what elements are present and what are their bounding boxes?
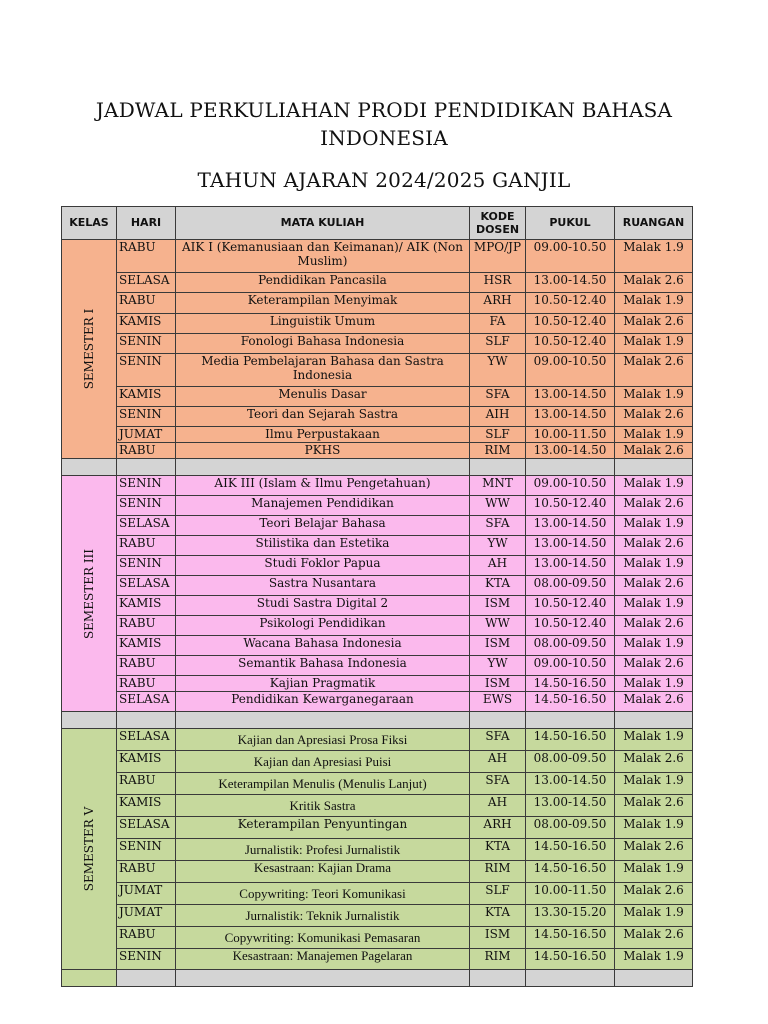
pukul-cell: 09.00-10.50 [526,656,615,676]
hari-cell: SENIN [117,839,176,861]
kode-dosen-cell: AH [470,751,526,773]
kode-dosen-cell: HSR [470,273,526,293]
header-hari: HARI [117,207,176,240]
kode-dosen-cell: KTA [470,576,526,596]
hari-cell: RABU [117,443,176,459]
ruangan-cell: Malak 2.6 [615,839,693,861]
hari-cell: KAMIS [117,387,176,407]
hari-cell: KAMIS [117,314,176,334]
pukul-cell: 10.50-12.40 [526,334,615,354]
table-row [62,407,693,427]
table-row [62,729,693,751]
pukul-cell: 08.00-09.50 [526,751,615,773]
semester-1-label: SEMESTER I [82,308,96,390]
mata-kuliah-cell: PKHS [176,443,470,459]
ruangan-cell: Malak 1.9 [615,773,693,795]
mata-kuliah-cell: Pendidikan Pancasila [176,273,470,293]
document-title-line-1: JADWAL PERKULIAHAN PRODI PENDIDIKAN BAHASA [95,98,673,122]
table-row [62,427,693,443]
kode-dosen-cell: EWS [470,692,526,712]
table-row [62,536,693,556]
table-row [62,861,693,883]
ruangan-cell: Malak 1.9 [615,516,693,536]
pukul-cell: 10.50-12.40 [526,314,615,334]
mata-kuliah-cell: AIK III (Islam & Ilmu Pengetahuan) [176,476,470,496]
ruangan-cell: Malak 1.9 [615,861,693,883]
mata-kuliah-cell: Keterampilan Menulis (Menulis Lanjut) [176,773,470,795]
kode-dosen-cell: SLF [470,334,526,354]
mata-kuliah-cell: Wacana Bahasa Indonesia [176,636,470,656]
table-row [62,596,693,616]
pukul-cell: 13.30-15.20 [526,905,615,927]
mata-kuliah-cell: Teori Belajar Bahasa [176,516,470,536]
mata-kuliah-cell: Fonologi Bahasa Indonesia [176,334,470,354]
table-row [62,273,693,293]
hari-cell: JUMAT [117,905,176,927]
pukul-cell: 13.00-14.50 [526,407,615,427]
kode-dosen-cell: ISM [470,676,526,692]
pukul-cell: 10.50-12.40 [526,596,615,616]
ruangan-cell: Malak 1.9 [615,949,693,970]
semester-3-label-cell [62,476,117,712]
document-subtitle: TAHUN AJARAN 2024/2025 GANJIL [197,168,571,192]
hari-cell: SENIN [117,949,176,970]
kode-dosen-cell: ISM [470,636,526,656]
mata-kuliah-cell: Kajian Pragmatik [176,676,470,692]
hari-cell: RABU [117,656,176,676]
hari-cell: SELASA [117,576,176,596]
mata-kuliah-cell: Media Pembelajaran Bahasa dan Sastra Indonesia [176,354,470,387]
pukul-cell: 10.00-11.50 [526,883,615,905]
table-row [62,556,693,576]
pukul-cell: 10.00-11.50 [526,427,615,443]
mata-kuliah-cell: Linguistik Umum [176,314,470,334]
hari-cell: JUMAT [117,427,176,443]
hari-cell: SENIN [117,556,176,576]
hari-cell: KAMIS [117,636,176,656]
kode-dosen-cell: RIM [470,949,526,970]
hari-cell: SELASA [117,273,176,293]
kode-dosen-cell: SFA [470,729,526,751]
ruangan-cell: Malak 2.6 [615,576,693,596]
table-row [62,676,693,692]
pukul-cell: 13.00-14.50 [526,443,615,459]
pukul-cell: 13.00-14.50 [526,516,615,536]
kode-dosen-cell: SLF [470,427,526,443]
ruangan-cell: Malak 1.9 [615,240,693,273]
ruangan-cell: Malak 1.9 [615,676,693,692]
pukul-cell: 08.00-09.50 [526,576,615,596]
table-row [62,817,693,839]
semester-5-label: SEMESTER V [82,806,96,892]
kode-dosen-cell: RIM [470,861,526,883]
ruangan-cell: Malak 1.9 [615,636,693,656]
kode-dosen-cell: KTA [470,839,526,861]
semester-3-label: SEMESTER III [82,548,96,639]
ruangan-cell: Malak 2.6 [615,927,693,949]
ruangan-cell: Malak 1.9 [615,427,693,443]
hari-cell: SENIN [117,354,176,387]
table-row [62,496,693,516]
kode-dosen-cell: WW [470,616,526,636]
mata-kuliah-cell: Kesastraan: Kajian Drama [176,861,470,883]
kode-dosen-cell: YW [470,536,526,556]
ruangan-cell: Malak 2.6 [615,273,693,293]
header-row [62,207,693,240]
mata-kuliah-cell: Copywriting: Komunikasi Pemasaran [176,927,470,949]
header-pukul: PUKUL [526,207,615,240]
ruangan-cell: Malak 2.6 [615,314,693,334]
mata-kuliah-cell: Sastra Nusantara [176,576,470,596]
kode-dosen-cell: WW [470,496,526,516]
ruangan-cell: Malak 2.6 [615,354,693,387]
kode-dosen-cell: MNT [470,476,526,496]
kode-dosen-cell: AH [470,556,526,576]
pukul-cell: 09.00-10.50 [526,476,615,496]
header-kelas: KELAS [62,207,117,240]
kode-dosen-cell: ARH [470,293,526,314]
table-row [62,240,693,273]
hari-cell: SENIN [117,476,176,496]
table-row [62,443,693,459]
hari-cell: SENIN [117,334,176,354]
kode-dosen-cell: ISM [470,596,526,616]
kode-dosen-cell: YW [470,354,526,387]
hari-cell: RABU [117,240,176,273]
pukul-cell: 09.00-10.50 [526,354,615,387]
kode-dosen-cell: SLF [470,883,526,905]
pukul-cell: 13.00-14.50 [526,556,615,576]
separator-row [62,970,693,987]
hari-cell: SELASA [117,729,176,751]
mata-kuliah-cell: Keterampilan Menyimak [176,293,470,314]
kode-dosen-cell: FA [470,314,526,334]
kode-dosen-cell: AH [470,795,526,817]
ruangan-cell: Malak 2.6 [615,795,693,817]
mata-kuliah-cell: Studi Foklor Papua [176,556,470,576]
hari-cell: SELASA [117,516,176,536]
ruangan-cell: Malak 1.9 [615,817,693,839]
mata-kuliah-cell: Psikologi Pendidikan [176,616,470,636]
pukul-cell: 13.00-14.50 [526,273,615,293]
ruangan-cell: Malak 1.9 [615,596,693,616]
separator-row [62,459,693,476]
table-row [62,883,693,905]
kode-dosen-cell: SFA [470,773,526,795]
pukul-cell: 09.00-10.50 [526,240,615,273]
mata-kuliah-cell: Teori dan Sejarah Sastra [176,407,470,427]
mata-kuliah-cell: Copywriting: Teori Komunikasi [176,883,470,905]
pukul-cell: 10.50-12.40 [526,293,615,314]
mata-kuliah-cell: Pendidikan Kewarganegaraan [176,692,470,712]
document-title-line-2: INDONESIA [320,126,448,150]
pukul-cell: 14.50-16.50 [526,839,615,861]
table-row [62,354,693,387]
table-row [62,314,693,334]
table-row [62,387,693,407]
ruangan-cell: Malak 1.9 [615,476,693,496]
mata-kuliah-cell: Ilmu Perpustakaan [176,427,470,443]
hari-cell: RABU [117,927,176,949]
header-kode-dosen: KODE DOSEN [470,207,526,240]
ruangan-cell: Malak 2.6 [615,536,693,556]
pukul-cell: 14.50-16.50 [526,676,615,692]
ruangan-cell: Malak 2.6 [615,883,693,905]
table-row [62,773,693,795]
table-row [62,795,693,817]
ruangan-cell: Malak 1.9 [615,729,693,751]
mata-kuliah-cell: Manajemen Pendidikan [176,496,470,516]
semester-1-label-cell [62,240,117,459]
hari-cell: KAMIS [117,596,176,616]
table-row [62,692,693,712]
hari-cell: SENIN [117,496,176,516]
pukul-cell: 13.00-14.50 [526,387,615,407]
pukul-cell: 14.50-16.50 [526,729,615,751]
table-row [62,293,693,314]
hari-cell: KAMIS [117,751,176,773]
kode-dosen-cell: ARH [470,817,526,839]
mata-kuliah-cell: Jurnalistik: Profesi Jurnalistik [176,839,470,861]
pukul-cell: 13.00-14.50 [526,536,615,556]
kode-dosen-cell: ISM [470,927,526,949]
kode-dosen-cell: RIM [470,443,526,459]
ruangan-cell: Malak 1.9 [615,334,693,354]
mata-kuliah-cell: Kajian dan Apresiasi Puisi [176,751,470,773]
hari-cell: SENIN [117,407,176,427]
mata-kuliah-cell: Menulis Dasar [176,387,470,407]
kode-dosen-cell: SFA [470,387,526,407]
pukul-cell: 10.50-12.40 [526,496,615,516]
kode-dosen-cell: YW [470,656,526,676]
ruangan-cell: Malak 2.6 [615,443,693,459]
hari-cell: SELASA [117,692,176,712]
table-row [62,616,693,636]
mata-kuliah-cell: Studi Sastra Digital 2 [176,596,470,616]
ruangan-cell: Malak 2.6 [615,751,693,773]
hari-cell: KAMIS [117,795,176,817]
pukul-cell: 13.00-14.50 [526,795,615,817]
ruangan-cell: Malak 1.9 [615,293,693,314]
table-row [62,839,693,861]
hari-cell: RABU [117,676,176,692]
ruangan-cell: Malak 2.6 [615,656,693,676]
table-row [62,516,693,536]
table-row [62,949,693,970]
ruangan-cell: Malak 1.9 [615,556,693,576]
table-row [62,476,693,496]
ruangan-cell: Malak 2.6 [615,407,693,427]
mata-kuliah-cell: Semantik Bahasa Indonesia [176,656,470,676]
pukul-cell: 14.50-16.50 [526,927,615,949]
pukul-cell: 13.00-14.50 [526,773,615,795]
table-row [62,656,693,676]
mata-kuliah-cell: Kritik Sastra [176,795,470,817]
hari-cell: RABU [117,861,176,883]
kode-dosen-cell: MPO/JP [470,240,526,273]
header-ruangan: RUANGAN [615,207,693,240]
kode-dosen-cell: AIH [470,407,526,427]
kode-dosen-cell: SFA [470,516,526,536]
kode-dosen-cell: KTA [470,905,526,927]
ruangan-cell: Malak 2.6 [615,692,693,712]
table-row [62,905,693,927]
hari-cell: JUMAT [117,883,176,905]
pukul-cell: 14.50-16.50 [526,861,615,883]
header-mata-kuliah: MATA KULIAH [176,207,470,240]
hari-cell: RABU [117,773,176,795]
pukul-cell: 08.00-09.50 [526,817,615,839]
table-row [62,576,693,596]
mata-kuliah-cell: Stilistika dan Estetika [176,536,470,556]
hari-cell: RABU [117,616,176,636]
semester-5-label-cell [62,729,117,970]
hari-cell: SELASA [117,817,176,839]
ruangan-cell: Malak 1.9 [615,905,693,927]
ruangan-cell: Malak 2.6 [615,616,693,636]
mata-kuliah-cell: Kesastraan: Manajemen Pagelaran [176,949,470,970]
hari-cell: RABU [117,536,176,556]
separator-row [62,712,693,729]
pukul-cell: 08.00-09.50 [526,636,615,656]
pukul-cell: 14.50-16.50 [526,949,615,970]
mata-kuliah-cell: Jurnalistik: Teknik Jurnalistik [176,905,470,927]
pukul-cell: 14.50-16.50 [526,692,615,712]
mata-kuliah-cell: Kajian dan Apresiasi Prosa Fiksi [176,729,470,751]
table-row [62,334,693,354]
ruangan-cell: Malak 2.6 [615,496,693,516]
hari-cell: RABU [117,293,176,314]
ruangan-cell: Malak 1.9 [615,387,693,407]
mata-kuliah-cell: AIK I (Kemanusiaan dan Keimanan)/ AIK (Non Muslim) [176,240,470,273]
pukul-cell: 10.50-12.40 [526,616,615,636]
schedule-table [61,206,693,987]
mata-kuliah-cell: Keterampilan Penyuntingan [176,817,470,839]
table-row [62,751,693,773]
table-row [62,636,693,656]
table-row [62,927,693,949]
